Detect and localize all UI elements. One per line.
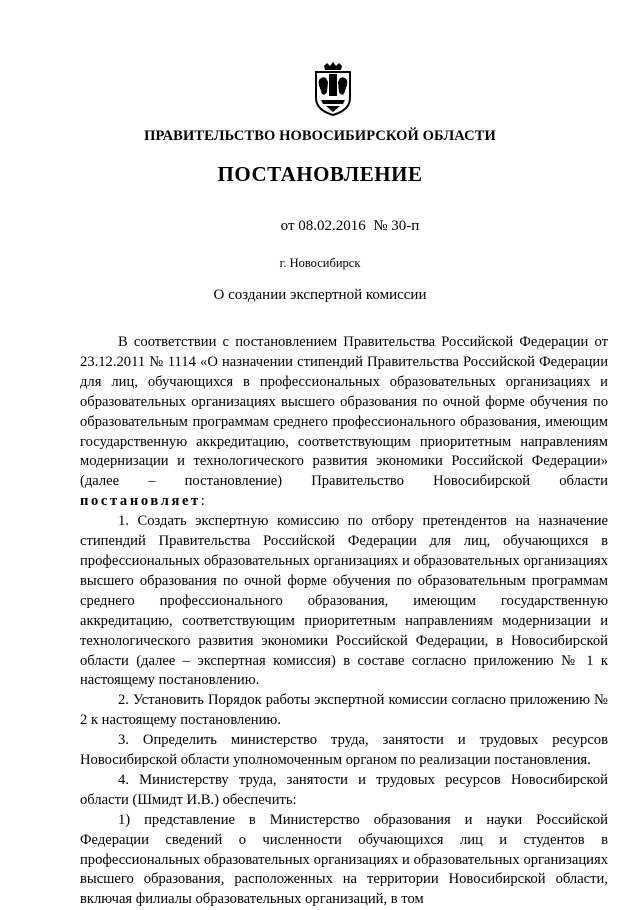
paragraph-3: 3. Определить министерство труда, занятости и трудовых ресурсов Новосибирской области уполномоченным органом по реализации постановления. xyxy=(80,732,608,769)
novosibirsk-coat-of-arms-icon xyxy=(312,62,354,116)
document-date: 08.02.2016 xyxy=(298,218,366,234)
paragraph-4: 4. Министерству труда, занятости и трудовых ресурсов Новосибирской области (Шмидт И.В.) обеспечить: xyxy=(80,771,608,808)
government-name: ПРАВИТЕЛЬСТВО НОВОСИБИРСКОЙ ОБЛАСТИ xyxy=(144,128,496,144)
document-type-title: ПОСТАНОВЛЕНИЕ xyxy=(217,162,423,186)
intro-text: В соответствии с постановлением Правительства Российской Федерации от 23.12.2011 № 1114 «О назначении стипендий Правительства Российской Федерации для лиц, обучающихся в профессиональных образовательных организациях и образовательных организациях высшего образования по очной форме обучения по образовательным программам среднего профессионального образования, имеющим государственную аккредитацию, соответствующим приоритетным направлениям модернизации и технологического развития экономики Российской Федерации» (далее – постановление) Правительство Новосибирской области xyxy=(80,334,608,490)
date-prefix: от xyxy=(280,218,295,234)
paragraph-1: 1. Создать экспертную комиссию по отбору претендентов на назначение стипендий Правительства Российской Федерации для лиц, обучающихся в профессиональных образовательных организациях и образовательных организациях высшего образования по очной форме обучения по образовательным программам среднего профессионального образования, имеющим государственную аккредитацию, соответствующим приоритетным направлениям модернизации и технологического развития экономики Российской Федерации, в Новосибирской области (далее – экспертная комиссия) в составе согласно приложению № 1 к настоящему постановлению. xyxy=(80,513,608,689)
decree-colon: : xyxy=(200,493,205,510)
document-body xyxy=(80,333,608,910)
document-subject: О создании экспертной комиссии xyxy=(213,287,427,303)
paragraph-2: 2. Установить Порядок работы экспертной комиссии согласно приложению № 2 к настоящему постановлению. xyxy=(80,692,608,729)
document-number: № 30-п xyxy=(373,218,420,234)
date-number-line xyxy=(30,218,640,235)
city-line: г. Новосибирск xyxy=(279,256,361,270)
intro-paragraph xyxy=(80,333,608,512)
paragraph-4-1: 1) представление в Министерство образования и науки Российской Федерации сведений о численности обучающихся лиц и студентов в профессиональных образовательных организациях и образовательных организациях высшего образования, расположенных на территории Новосибирской области, включая филиалы образовательных организаций, в том xyxy=(80,811,608,908)
decree-word: постановляет xyxy=(80,493,201,510)
